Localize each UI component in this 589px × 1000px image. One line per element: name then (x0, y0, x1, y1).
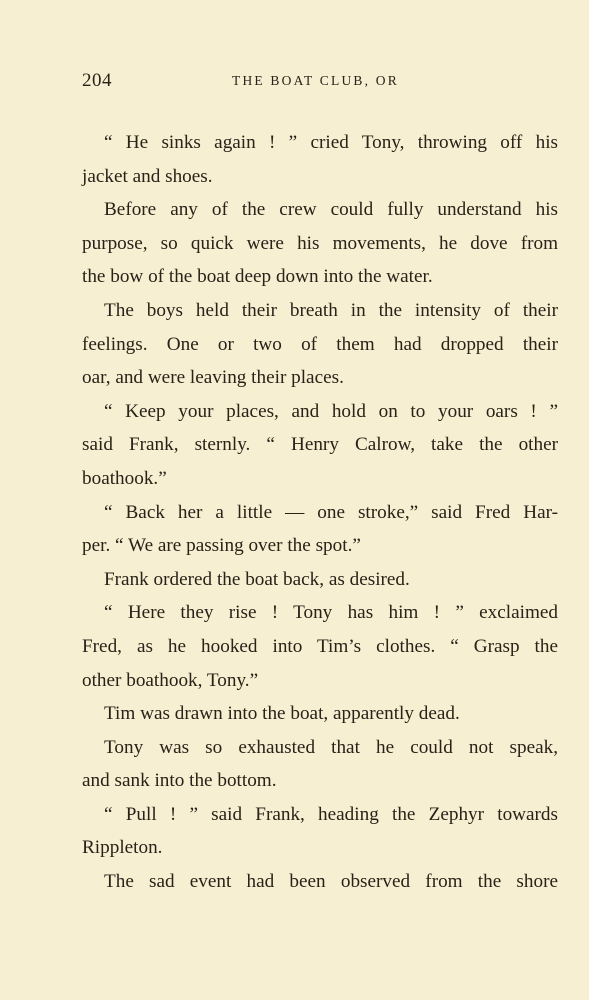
text-line: jacket and shoes. (82, 165, 213, 187)
text-line: the bow of the boat deep down into the water. (82, 266, 433, 288)
text-line: “ He sinks again ! ” cried Tony, throwing off his (104, 132, 558, 153)
text-line: other boathook, Tony.” (82, 669, 259, 691)
text-line: purpose, so quick were his movements, he dove from (82, 232, 558, 254)
text-line: oar, and were leaving their places. (82, 367, 344, 389)
text-line: The boys held their breath in the intensity of their (104, 299, 558, 321)
running-head (82, 70, 558, 96)
text-line: and sank into the bottom. (82, 770, 277, 792)
page-number: 204 (82, 70, 112, 91)
text-line: Rippleton. (82, 837, 163, 859)
text-line: “ Keep your places, and hold on to your oars ! ” (104, 400, 558, 422)
text-line: feelings. One or two of them had dropped their (82, 333, 558, 355)
body-text (82, 126, 558, 899)
text-line: Tony was so exhausted that he could not speak, (104, 736, 558, 758)
text-line: Tim was drawn into the boat, apparently dead. (104, 703, 460, 725)
text-line: said Frank, sternly. “ Henry Calrow, take the other (82, 434, 558, 456)
text-line: “ Back her a little — one stroke,” said Fred Har- (104, 501, 558, 523)
text-line: per. “ We are passing over the spot.” (82, 535, 361, 557)
text-line: Fred, as he hooked into Tim’s clothes. “ Grasp the (82, 635, 558, 657)
running-title: THE BOAT CLUB, OR (232, 73, 399, 88)
text-line: Before any of the crew could fully understand his (104, 199, 558, 221)
text-line: “ Here they rise ! Tony has him ! ” exclaimed (104, 602, 558, 624)
text-line: The sad event had been observed from the shore (104, 871, 558, 893)
text-line: “ Pull ! ” said Frank, heading the Zephyr towards (104, 803, 558, 825)
text-line: boathook.” (82, 467, 167, 489)
text-line: Frank ordered the boat back, as desired. (104, 568, 410, 590)
